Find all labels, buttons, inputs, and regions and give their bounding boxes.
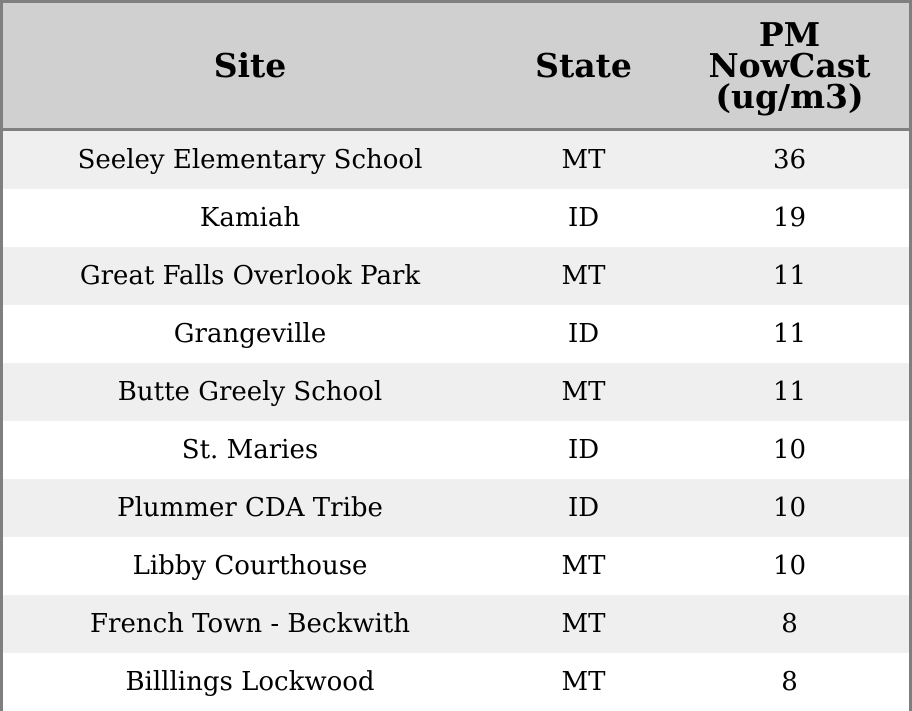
header-pm-line-2: NowCast: [708, 46, 871, 85]
table-row: [3, 479, 909, 537]
cell-pm-nowcast: 11: [670, 363, 909, 421]
cell-site: Butte Greely School: [3, 363, 497, 421]
cell-pm-nowcast: 10: [670, 479, 909, 537]
table-body: [3, 130, 909, 711]
cell-site: Kamiah: [3, 189, 497, 247]
cell-pm-nowcast: 11: [670, 305, 909, 363]
cell-state: MT: [497, 595, 670, 653]
header-state: State: [497, 3, 670, 130]
cell-state: ID: [497, 305, 670, 363]
cell-pm-nowcast: 19: [670, 189, 909, 247]
pm-nowcast-table: [3, 3, 909, 711]
header-pm-line-3: (ug/m3): [715, 77, 864, 116]
table-row: [3, 537, 909, 595]
cell-state: MT: [497, 537, 670, 595]
cell-state: MT: [497, 247, 670, 305]
table-row: [3, 247, 909, 305]
cell-pm-nowcast: 11: [670, 247, 909, 305]
cell-site: Plummer CDA Tribe: [3, 479, 497, 537]
table-row: [3, 130, 909, 190]
cell-pm-nowcast: 8: [670, 653, 909, 711]
cell-site: Billlings Lockwood: [3, 653, 497, 711]
table-row: [3, 305, 909, 363]
cell-site: St. Maries: [3, 421, 497, 479]
header-row: [3, 3, 909, 130]
cell-site: Great Falls Overlook Park: [3, 247, 497, 305]
cell-pm-nowcast: 8: [670, 595, 909, 653]
cell-pm-nowcast: 36: [670, 130, 909, 190]
table-row: [3, 189, 909, 247]
table-row: [3, 363, 909, 421]
header-site: Site: [3, 3, 497, 130]
cell-site: French Town - Beckwith: [3, 595, 497, 653]
header-pm-nowcast: [670, 3, 909, 130]
cell-site: Seeley Elementary School: [3, 130, 497, 190]
table-row: [3, 421, 909, 479]
cell-state: MT: [497, 130, 670, 190]
cell-state: ID: [497, 189, 670, 247]
cell-state: MT: [497, 363, 670, 421]
cell-site: Grangeville: [3, 305, 497, 363]
cell-pm-nowcast: 10: [670, 421, 909, 479]
table-row: [3, 595, 909, 653]
cell-state: ID: [497, 421, 670, 479]
cell-pm-nowcast: 10: [670, 537, 909, 595]
cell-site: Libby Courthouse: [3, 537, 497, 595]
cell-state: ID: [497, 479, 670, 537]
table-row: [3, 653, 909, 711]
header-pm-line-1: PM: [758, 15, 821, 54]
table-header: [3, 3, 909, 130]
cell-state: MT: [497, 653, 670, 711]
